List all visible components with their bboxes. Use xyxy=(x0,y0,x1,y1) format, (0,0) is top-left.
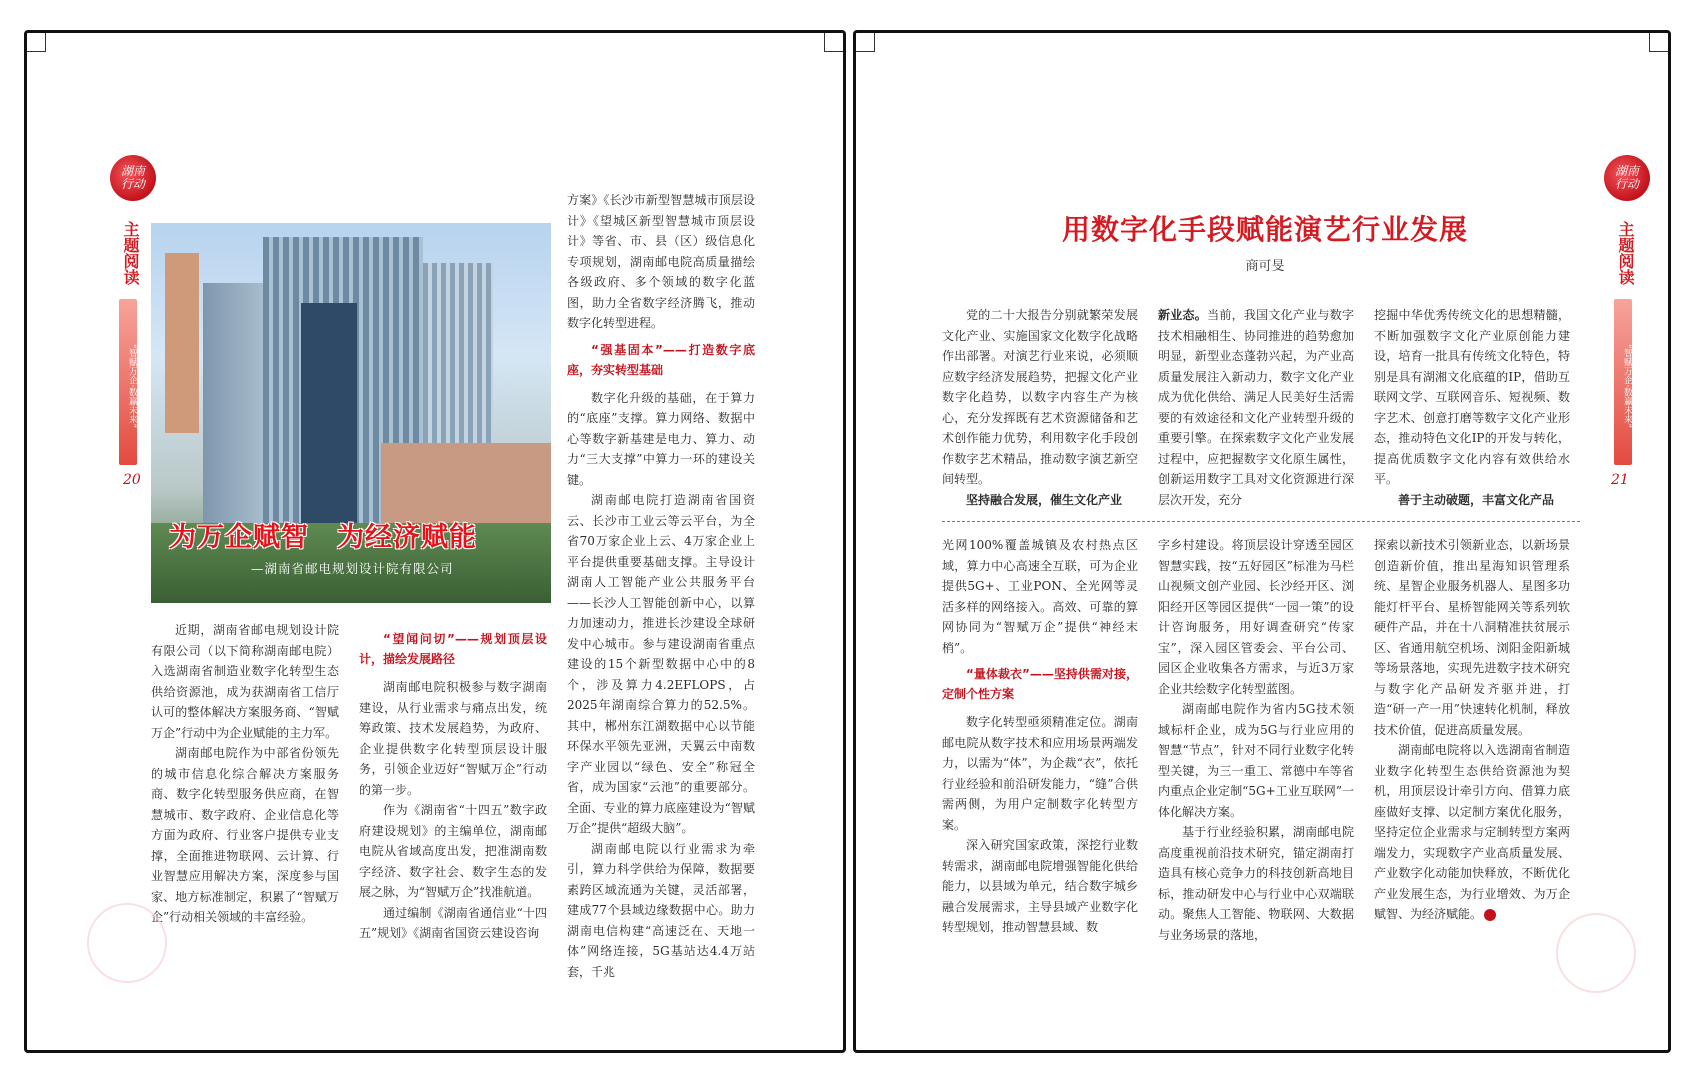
article-title: 用数字化手段赋能演艺行业发展 xyxy=(1061,213,1468,246)
right-bottom-column-1 xyxy=(942,535,1138,938)
paragraph: 作为《湖南省“十四五”数字政府建设规划》的主编单位，湖南邮电院从省域高度出发，把准湖南数字经济、数字社会、数字生态的发展之脉，为“智赋万企”找准航道。 xyxy=(359,803,547,899)
left-column-1 xyxy=(151,620,339,928)
paragraph: 近期，湖南省邮电规划设计院有限公司（以下简称湖南邮电院）入选湖南省制造业数字化转型生态供给资源池，成为获湖南省工信厅认可的整体解决方案服务商、“智赋万企”行动中为企业赋能的主力军。 xyxy=(151,623,339,740)
hunan-seal-logo: 湖南 行动 xyxy=(1604,155,1650,201)
paragraph: 光网100%覆盖城镇及农村热点区域，算力中心高速全互联，可为企业提供5G+、工业PON、全光网等灵活多样的网络接入。高效、可靠的算网协同为“智赋万企”提供“神经末梢”。 xyxy=(942,538,1138,655)
photo-subtitle: —湖南省邮电规划设计院有限公司 xyxy=(251,561,454,576)
paragraph: 方案》《长沙市新型智慧城市顶层设计》《望城区新型智慧城市顶层设计》等省、市、县（区）级信息化专项规划，湖南邮电院高质量描绘各级政府、多个领域的数字化蓝图，助力全省数字经济腾飞，推动数字化转型进程。 xyxy=(567,193,755,330)
paragraph: 当前，我国文化产业与数字技术相融相生、协同推进的趋势愈加明显，新型业态蓬勃兴起，为产业高质量发展注入新动力，数字文化产业成为优化供给、满足人民美好生活需要的有效途径和文化产业转型升级的重要引擎。在探索数字文化产业发展过程中，应把握数字文化原生属性，创新运用数字工具对文化资源进行深层次开发，充分 xyxy=(1158,308,1354,507)
paragraph: 湖南邮电院将以入选湖南省制造业数字化转型生态供给资源池为契机，用顶层设计牵引方向、借算力底座做好支撑、以定制方案优化服务，坚持定位企业需求与定制转型方案两端发力，实现数字产业高质量发展、产业数字化动能加快释放，不断优化产业发展生态，为行业增效、为万企赋智、为经济赋能。 xyxy=(1374,743,1570,921)
subheading: “量体裁衣”——坚持供需对接，定制个性方案 xyxy=(942,667,1138,701)
crop-mark xyxy=(853,30,875,52)
paragraph: 湖南邮电院积极参与数字湖南建设，从行业需求与痛点出发，统筹政策、技术发展趋势，为政府、企业提供数字化转型顶层设计服务，引领企业迈好“智赋万企”行动的第一步。 xyxy=(359,680,547,797)
paragraph: 探索以新技术引领新业态，以新场景创造新价值，推出星海知识管理系统、星智企业服务机器人、星图多功能灯杆平台、星桥智能网关等系列软硬件产品，并在十八洞精准扶贫展示区、省通用航空机场、浏阳金阳新城等场景落地，实现先进数字技术研究与数字化产品研发齐驱并进，打造“研一产一用”快速转化机制，释放技术价值，促进高质量发展。 xyxy=(1374,538,1570,737)
right-bottom-column-2 xyxy=(1158,535,1354,945)
bold-heading: 坚持融合发展，催生文化产业 xyxy=(966,492,1123,507)
paragraph: 数字化升级的基础，在于算力的“底座”支撑。算力网络、数据中心等数字新基建是电力、算力、动力“三大支撑”中算力一环的建设关键。 xyxy=(567,390,755,487)
paragraph: 湖南邮电院打造湖南省国资云、长沙市工业云等云平台，为全省70万家企业上云、4万家企业上平台提供重要基础支撑。主导设计湖南人工智能产业公共服务平台——长沙人工智能创新中心，以算力加速动力，推进长沙建设全球研发中心城市。参与建设湖南省重点建设的15个新型数据中心中的8个，涉及算力4.2EFLOPS，占2025年湖南综合算力的52.5%。其中，郴州东江湖数据中心以节能环保水平领先亚洲，天翼云中南数字产业园以“绿色、安全”称冠全省，成为国家“云池”的重要部分。全面、专业的算力底座建设为“智赋万企”提供“超级大脑”。 xyxy=(567,493,755,835)
section-tag: “智赋万企·数赢未来” xyxy=(1614,299,1632,465)
decorative-pattern xyxy=(87,903,167,983)
section-title: 主题阅读 xyxy=(121,221,140,285)
page-number: 21 xyxy=(1611,472,1629,488)
article-author: 商可旻 xyxy=(1245,259,1285,274)
right-page xyxy=(853,30,1671,1053)
left-column-3 xyxy=(567,190,755,982)
decorative-pattern xyxy=(1556,913,1636,993)
right-top-column-3 xyxy=(1374,305,1570,510)
section-tag: “智赋万企·数赢未来” xyxy=(119,299,137,465)
page-number: 20 xyxy=(123,472,141,488)
bold-heading: 善于主动破题，丰富文化产品 xyxy=(1398,492,1555,507)
section-title: 主题阅读 xyxy=(1616,221,1635,285)
paragraph: 数字化转型亟须精准定位。湖南邮电院从数字技术和应用场景两端发力，以需为“体”，为企裁“衣”，依托行业经验和前沿研发能力，“缝”合供需两侧，为用户定制数字化转型方案。 xyxy=(942,715,1138,832)
crop-mark xyxy=(1649,30,1671,52)
paragraph: 字乡村建设。将顶层设计穿透至园区智慧实践，按“五好园区”标准为马栏山视频文创产业园、长沙经开区、浏阳经开区等园区提供“一园一策”的设计咨询服务，用好调查研究“传家宝”，深入园区管委会、平台公司、园区企业收集各方需求，与近3万家企业共绘数字化转型蓝图。 xyxy=(1158,538,1354,696)
paragraph: 湖南邮电院作为中部省份领先的城市信息化综合解决方案服务商、数字化转型服务供应商，在智慧城市、数字政府、企业信息化等方面为政府、行业客户提供专业支撑，全面推进物联网、云计算、行业智慧应用解决方案，深度参与国家、地方标准制定，积累了“智赋万企”行动相关领域的丰富经验。 xyxy=(151,746,339,924)
paragraph: 基于行业经验积累，湖南邮电院高度重视前沿技术研究，锚定湖南打造具有核心竞争力的科技创新高地目标，推动研发中心与行业中心双端联动。聚焦人工智能、物联网、大数据与业务场景的落地， xyxy=(1158,825,1354,942)
right-bottom-column-3 xyxy=(1374,535,1570,925)
paragraph: 湖南邮电院以行业需求为牵引，算力科学供给为保障，数据要素跨区域流通为关键，灵活部署，建成77个县域边缘数据中心。助力湖南电信构建“高速泛在、天地一体”网络连接，5G基站达4.4万站套，千兆 xyxy=(567,841,755,979)
paragraph: 党的二十大报告分别就繁荣发展文化产业、实施国家文化数字化战略作出部署。对演艺行业来说，必须顺应数字经济发展趋势，把握文化产业数字化趋势，以数字内容生产为核心，充分发挥既有艺术资源储备和艺术创作能力优势，利用数字化手段创作数字艺术精品，推动数字演艺新空间转型。 xyxy=(942,308,1138,486)
subheading: “望闻问切”——规划顶层设计，描绘发展路径 xyxy=(359,632,547,666)
paragraph: 湖南邮电院作为省内5G技术领域标杆企业，成为5G与行业应用的智慧“节点”，针对不同行业数字化转型关键，为三一重工、常德中车等省内重点企业定制“5G+工业互联网”一体化解决方案。 xyxy=(1158,702,1354,819)
crop-mark xyxy=(24,30,46,52)
crop-mark xyxy=(824,30,846,52)
paragraph: 挖掘中华优秀传统文化的思想精髓，不断加强数字文化产业原创能力建设，培育一批具有传统文化特色，特别是具有湖湘文化底蕴的IP，借助互联网文学、互联网音乐、短视频、数字艺术、创意打磨等数字文化产业形态，推动特色文化IP的开发与转化，提高优质数字文化内容有效供给水平。 xyxy=(1374,308,1570,486)
paragraph: 通过编制《湖南省通信业“十四五”规划》《湖南省国资云建设咨询 xyxy=(359,905,547,940)
section-divider xyxy=(942,521,1580,522)
right-top-column-1 xyxy=(942,305,1138,510)
end-mark-icon xyxy=(1484,909,1496,921)
photo-title: 为万企赋智 为经济赋能 xyxy=(169,522,477,553)
subheading: “强基固本”——打造数字底座，夯实转型基础 xyxy=(567,342,755,377)
building-photo xyxy=(151,223,551,603)
paragraph: 深入研究国家政策，深挖行业数转需求，湖南邮电院增强智能化供给能力，以县域为单元，结合数字城乡融合发展需求，主导县域产业数字化转型规划，推动智慧县域、数 xyxy=(942,838,1138,934)
left-page xyxy=(24,30,846,1053)
bold-heading: 新业态。 xyxy=(1158,308,1208,322)
left-column-2 xyxy=(359,623,547,944)
hunan-seal-logo: 湖南 行动 xyxy=(110,155,156,201)
right-top-column-2 xyxy=(1158,305,1354,510)
